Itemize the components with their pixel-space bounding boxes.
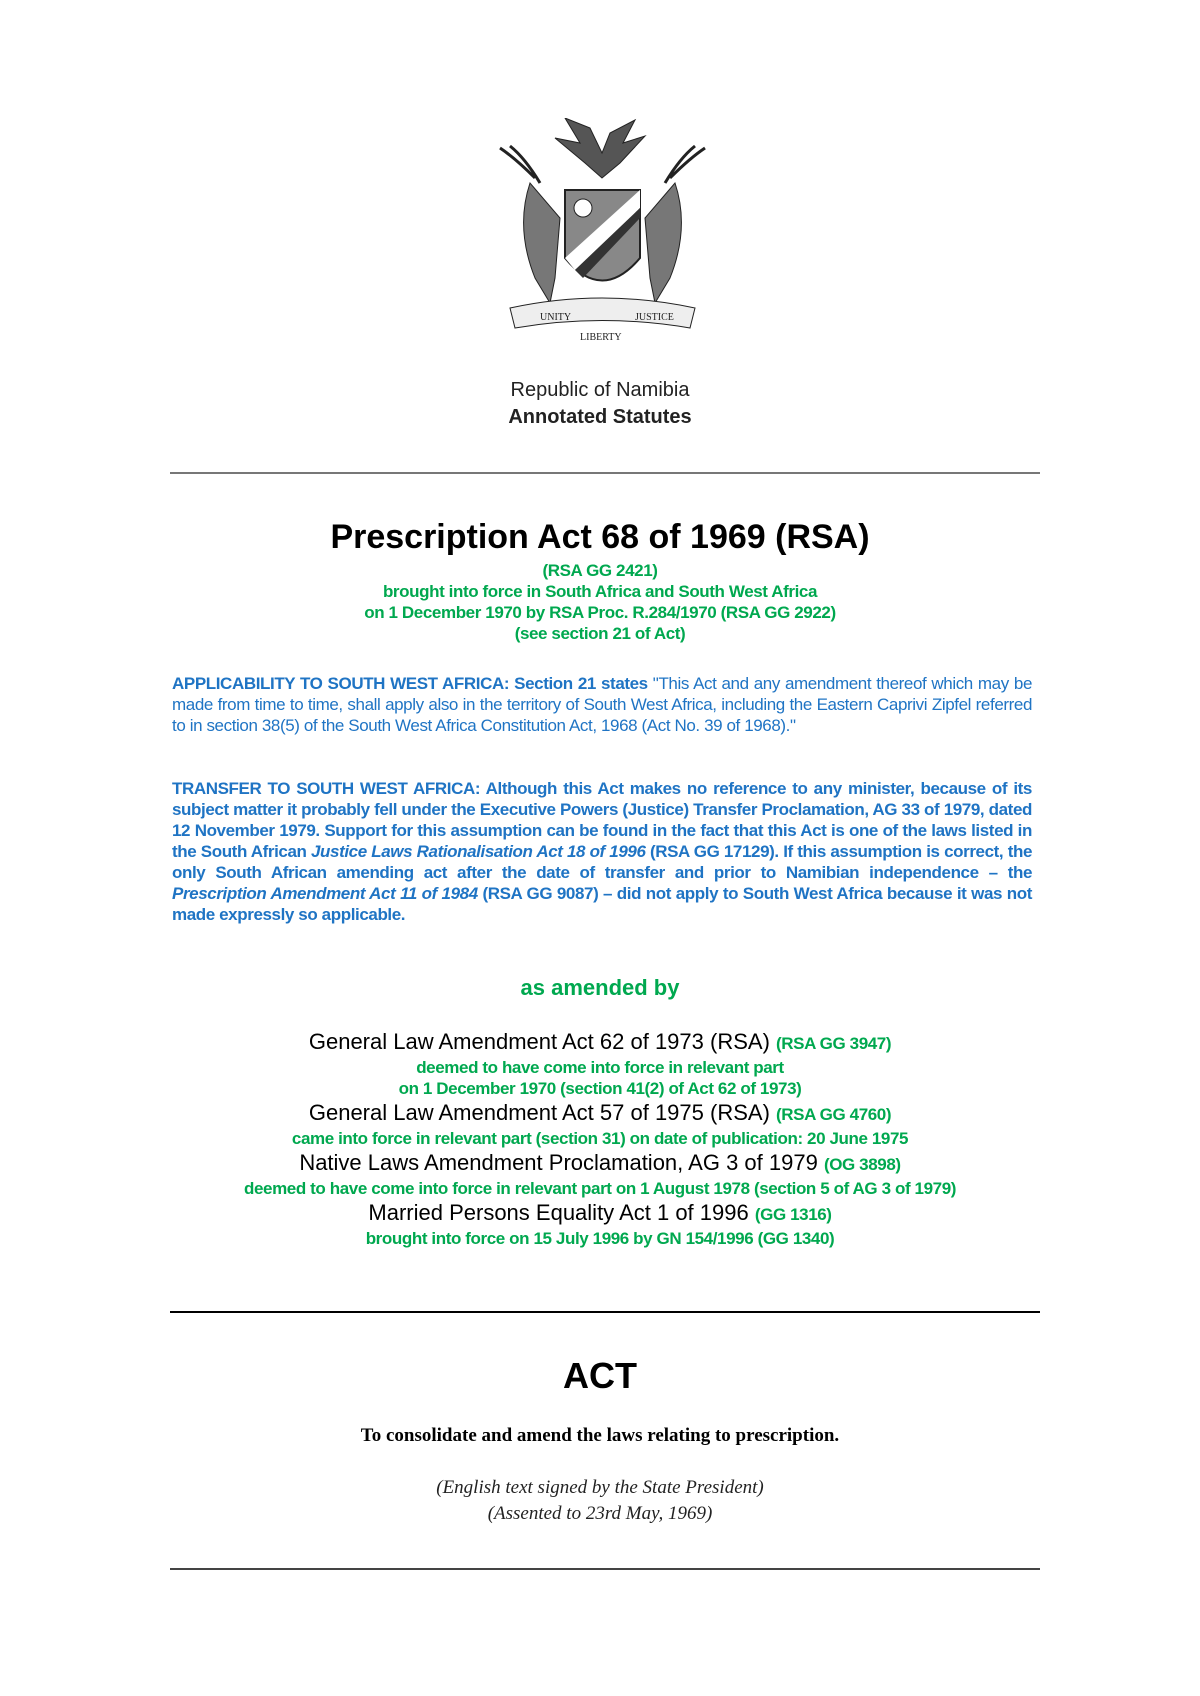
amendment-item [0,1028,1200,1099]
amendment-item [0,1199,1200,1249]
svg-text:UNITY: UNITY [540,312,572,323]
divider [170,1568,1040,1570]
section-ref: (see section 21 of Act) [514,624,686,643]
title-subtitle [0,560,1200,644]
act-citation: Prescription Amendment Act 11 of 1984 [172,884,478,903]
divider [170,472,1040,474]
act-citation: Justice Laws Rationalisation Act 18 of 1996 [311,842,646,861]
republic-name: Republic of Namibia [510,379,690,401]
amendment-act: General Law Amendment Act 62 of 1973 (RSA) [308,1029,770,1054]
commencement-line: brought into force in South Africa and South West Africa [382,582,818,601]
assent-date: (Assented to 23rd May, 1969) [487,1503,713,1524]
gazette-ref: (RSA GG 3947) [776,1034,892,1053]
amendment-note: came into force in relevant part (section 31) on date of publication: 20 June 1975 [291,1129,909,1148]
publication-name: Annotated Statutes [508,406,692,428]
applicability-text: "This Act and any amendment thereof which may be made from time to time, shall apply also in the territory of South West Africa, including the Eastern Caprivi Zipfel referred to in section 38(5) of the South West Africa Constitution Act, 1968 (Act No. 39 of 1968)." [172,674,1032,735]
gazette-ref: (RSA GG 2421) [542,561,658,580]
long-title: To consolidate and amend the laws relating to prescription. [360,1425,840,1446]
gazette-ref: (GG 1316) [754,1205,832,1224]
gazette-ref: (OG 3898) [823,1155,901,1174]
applicability-note [172,673,1032,736]
amendment-act: Native Laws Amendment Proclamation, AG 3 of 1979 [299,1150,818,1175]
svg-text:JUSTICE: JUSTICE [635,312,674,323]
commencement-line: on 1 December 1970 by RSA Proc. R.284/1970 (RSA GG 2922) [364,603,836,622]
transfer-note [172,778,1032,925]
amendment-act: General Law Amendment Act 57 of 1975 (RSA) [308,1100,770,1125]
signed-note: (English text signed by the State President) [436,1477,764,1498]
publication-header [0,377,1200,431]
amendments-list [0,1028,1200,1249]
amendment-note: on 1 December 1970 (section 41(2) of Act 62 of 1973) [398,1079,802,1098]
transfer-text: (RSA GG 17129). If this assumption is correct, the only South African amending act after the date of transfer and prior to Namibian independence – the [172,842,1032,882]
gazette-ref: (RSA GG 4760) [776,1105,892,1124]
amendment-note: deemed to have come into force in relevant part on 1 August 1978 (section 5 of AG 3 of 1979) [243,1179,957,1198]
divider [170,1311,1040,1313]
amendment-item [0,1149,1200,1199]
page-title: Prescription Act 68 of 1969 (RSA) [330,518,870,556]
amendment-item [0,1099,1200,1149]
act-heading: ACT [563,1355,637,1396]
amended-by-heading: as amended by [520,975,680,1000]
amendment-note: brought into force on 15 July 1996 by GN 154/1996 (GG 1340) [365,1229,835,1248]
signature-info [0,1475,1200,1527]
amendment-act: Married Persons Equality Act 1 of 1996 [368,1200,749,1225]
applicability-lead: APPLICABILITY TO SOUTH WEST AFRICA: Section 21 states [172,674,648,693]
transfer-text: TRANSFER TO SOUTH WEST AFRICA: Although this Act makes no reference to any minister, because of its subject matter it probably fell under the Executive Powers (Justice) Transfer Proclamation, AG 33 of 1979, dated 12 November 1979. Support for this assumption can be found in the fact that this Act is one of the laws listed in the South African [172,779,1032,861]
svg-text:LIBERTY: LIBERTY [580,332,622,343]
amendment-note: deemed to have come into force in relevant part [416,1058,784,1077]
transfer-text: (RSA GG 9087) – did not apply to South West Africa because it was not made expressly so applicable. [172,884,1032,924]
coat-of-arms-logo [495,118,710,348]
